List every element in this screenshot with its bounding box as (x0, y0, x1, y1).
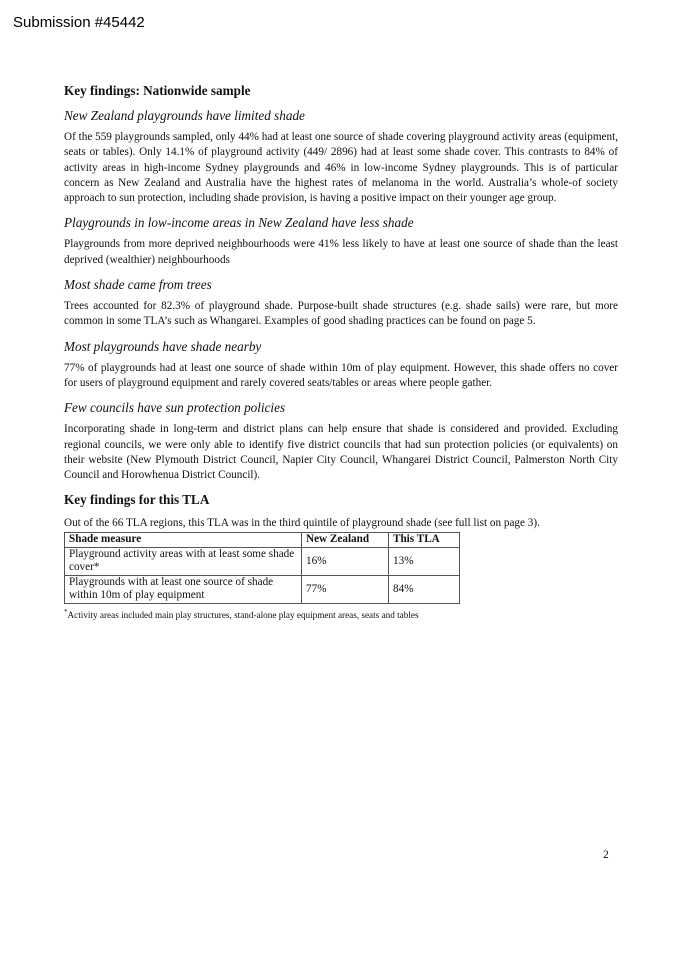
finding-trees (64, 276, 618, 330)
finding-text: Incorporating shade in long-term and district plans can help ensure that shade is considered and provided. Excluding regional councils, we were only able to identify five district councils that had sun protection policies (or equivalents) on their website (New Plymouth District Council, Napier City Council, Whangarei District Council, Palmerston North City Council and Horowhenua District Council). (64, 423, 618, 482)
table-cell: 77% (302, 575, 389, 603)
page-content (64, 82, 618, 621)
finding-title: Playgrounds in low-income areas in New Zealand have less shade (64, 215, 414, 231)
finding-title: Few councils have sun protection policies (64, 400, 286, 416)
finding-low-income (64, 214, 618, 268)
finding-policies (64, 399, 618, 483)
column-header: This TLA (389, 533, 460, 548)
finding-text: Of the 559 playgrounds sampled, only 44% had at least one source of shade covering playground activity areas (equipment, seats or tables). Only 14.1% of playground activity (449/ 2896) had at least some shade cover. This contrasts to 84% of activity areas in high-income Sydney playgrounds and 46% in low-income Sydney playgrounds. This is of particular concern as New Zealand and Australia have the highest rates of melanoma in the world. Australia’s whole-of society approach to sun protection, including shade provision, is having a positive impact on their younger age group. (64, 131, 618, 205)
table-header-row (65, 533, 460, 548)
finding-title: Most shade came from trees (64, 277, 212, 293)
finding-text: Playgrounds from more deprived neighbourhoods were 41% less likely to have at least one source of shade than the least deprived (wealthier) neighbourhoods (64, 238, 618, 266)
table-row (65, 547, 460, 575)
table-footnote (64, 606, 618, 621)
footnote-text: Activity areas included main play structures, stand-alone play equipment areas, seats and tables (67, 610, 419, 621)
column-header: Shade measure (65, 533, 302, 548)
footnote-mark: * (64, 607, 68, 616)
table-cell: Playgrounds with at least one source of shade within 10m of play equipment (65, 575, 302, 603)
table-cell: 84% (389, 575, 460, 603)
finding-limited-shade (64, 107, 618, 206)
finding-shade-nearby (64, 338, 618, 392)
nationwide-heading: Key findings: Nationwide sample (64, 83, 251, 98)
finding-text: 77% of playgrounds had at least one source of shade within 10m of play equipment. However, this shade offers no cover for users of playground equipment and rarely covered seats/tables or areas where people gather. (64, 361, 618, 389)
table-cell: 16% (302, 547, 389, 575)
table-cell: Playground activity areas with at least some shade cover* (65, 547, 302, 575)
tla-intro: Out of the 66 TLA regions, this TLA was in the third quintile of playground shade (see full list on page 3). (64, 517, 540, 530)
page-number: 2 (603, 849, 609, 861)
shade-table (64, 532, 460, 604)
finding-title: Most playgrounds have shade nearby (64, 338, 262, 354)
finding-text: Trees accounted for 82.3% of playground shade. Purpose-built shade structures (e.g. shade sails) were rare, but more common in some TLA’s such as Whangarei. Examples of good shading practices can be found on page 5. (64, 300, 618, 328)
submission-id: Submission #45442 (13, 14, 145, 31)
table-row (65, 575, 460, 603)
table-cell: 13% (389, 547, 460, 575)
finding-title: New Zealand playgrounds have limited shade (64, 108, 305, 123)
column-header: New Zealand (302, 533, 389, 548)
tla-heading: Key findings for this TLA (64, 492, 210, 508)
